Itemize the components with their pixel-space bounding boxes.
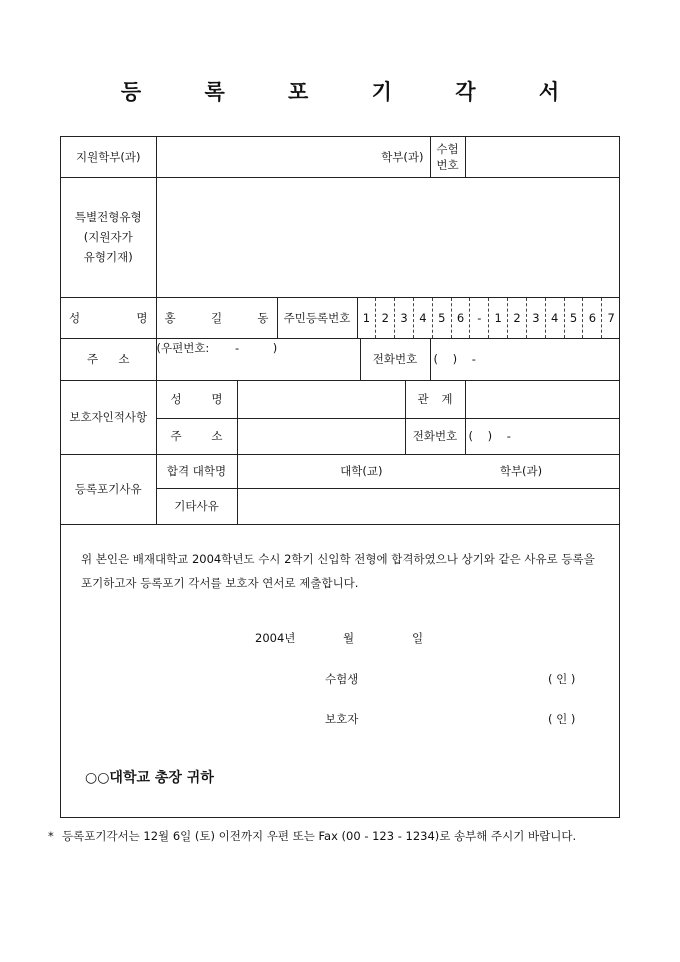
form-frame — [60, 136, 620, 818]
phone-label: 전화번호 — [360, 338, 430, 380]
reason-label: 등록포기사유 — [61, 454, 156, 524]
ssn-field[interactable] — [357, 297, 620, 338]
name-label: 성 명 — [61, 297, 156, 338]
name-value[interactable]: 홍 길 동 — [156, 297, 277, 338]
guardian-address-label: 주 소 — [156, 418, 237, 454]
ssn-digit: 7 — [601, 298, 620, 338]
ssn-digit: 2 — [375, 298, 394, 338]
ssn-digit: 5 — [564, 298, 583, 338]
statement: 위 본인은 배재대학교 2004학년도 수시 2학기 신입학 전형에 합격하였으나 상기와 같은 사유로 등록을 포기하고자 등록포기 각서를 보호자 연서로 제출합니다. — [81, 552, 595, 590]
guardian-phone-field[interactable]: ( ) - — [465, 418, 620, 454]
postal-dash: - — [234, 340, 240, 355]
exam-no-label: 수험번호 — [430, 137, 465, 177]
ssn-digit: 1 — [362, 310, 371, 325]
relation-field[interactable] — [465, 380, 620, 418]
ssn-digit: 4 — [413, 298, 432, 338]
guardian-address-field[interactable] — [237, 418, 405, 454]
row-guardian-name — [61, 380, 620, 418]
guardian-seal: ( 인 ) — [548, 712, 576, 726]
special-type-label-line2: (지원자가 — [83, 230, 133, 244]
ssn-digit: 4 — [545, 298, 564, 338]
address-field[interactable] — [156, 338, 360, 380]
ssn-label: 주민등록번호 — [277, 297, 357, 338]
univ-suffix: 대학(교) — [340, 464, 383, 478]
guardian-sign-label: 보호자 — [325, 712, 359, 726]
ssn-digit: 3 — [394, 298, 413, 338]
special-type-label-line3: 유형기재) — [83, 250, 133, 264]
ssn-dash: - — [469, 298, 488, 338]
page-title: 등 록 포 기 각 서 — [120, 79, 588, 104]
relation-label: 관 계 — [405, 380, 465, 418]
footnote — [48, 826, 622, 847]
postal-label: (우편번호: — [156, 340, 210, 355]
row-passed-univ — [61, 454, 620, 488]
applicant-seal: ( 인 ) — [548, 672, 576, 686]
guardian-label: 보호자인적사항 — [61, 380, 156, 454]
guardian-name-field[interactable] — [237, 380, 405, 418]
dept-suffix-2: 학부(과) — [499, 464, 543, 478]
passed-univ-label: 합격 대학명 — [156, 454, 237, 488]
guardian-name-label: 성 명 — [156, 380, 237, 418]
date-day: 일 — [412, 631, 424, 645]
registration-withdrawal-form — [61, 137, 620, 525]
ssn-digit: 1 — [488, 298, 507, 338]
guardian-phone-label: 전화번호 — [405, 418, 465, 454]
dept-suffix: 학부(과) — [381, 149, 424, 164]
footnote-text: 등록포기각서는 12월 6일 (토) 이전까지 우편 또는 Fax (00 - 123 - 1234)로 송부해 주시기 바랍니다. — [62, 829, 577, 843]
date-year: 2004년 — [255, 631, 296, 645]
postal-close: ) — [272, 340, 278, 355]
ssn-digit: 6 — [582, 298, 601, 338]
apply-dept-label: 지원학부(과) — [61, 137, 156, 177]
ssn-digits — [358, 298, 621, 338]
apply-dept-field[interactable] — [156, 137, 430, 177]
address-label: 주 소 — [61, 338, 156, 380]
applicant-label: 수험생 — [325, 672, 359, 686]
passed-univ-field[interactable] — [237, 454, 620, 488]
other-reason-label: 기타사유 — [156, 488, 237, 524]
ssn-digit: 5 — [432, 298, 451, 338]
ssn-digit: 2 — [507, 298, 526, 338]
exam-no-field[interactable] — [465, 137, 620, 177]
phone-field[interactable]: ( ) - — [430, 338, 620, 380]
row-address — [61, 338, 620, 380]
row-apply-dept — [61, 137, 620, 177]
special-type-label — [61, 177, 156, 297]
addressee: ○○대학교 총장 귀하 — [85, 770, 214, 786]
footnote-bullet: * — [48, 829, 54, 843]
special-type-label-line1: 특별전형유형 — [74, 210, 142, 224]
other-reason-field[interactable] — [237, 488, 620, 524]
row-name — [61, 297, 620, 338]
special-type-field[interactable] — [156, 177, 620, 297]
ssn-digit: 3 — [526, 298, 545, 338]
ssn-digit: 6 — [451, 298, 470, 338]
row-special-type — [61, 177, 620, 297]
date-month: 월 — [343, 631, 355, 645]
